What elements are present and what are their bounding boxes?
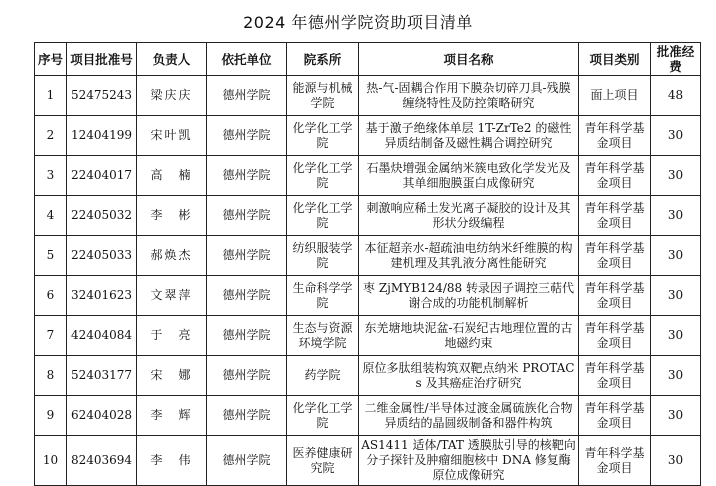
table-row [35, 316, 701, 356]
department: 医养健康研究院 [287, 436, 359, 486]
department: 药学院 [287, 356, 359, 396]
project-category: 面上项目 [579, 76, 651, 116]
row-number: 2 [35, 116, 67, 156]
table-row [35, 236, 701, 276]
project-leader: 文翠萍 [137, 276, 207, 316]
table-header-row [35, 43, 701, 76]
project-category: 青年科学基金项目 [579, 156, 651, 196]
project-leader: 于 亮 [137, 316, 207, 356]
project-leader: 李 伟 [137, 436, 207, 486]
project-name: 刺激响应稀土发光离子凝胶的设计及其形状分级编程 [359, 196, 579, 236]
approved-fund: 30 [651, 116, 701, 156]
host-unit: 德州学院 [207, 356, 287, 396]
row-number: 10 [35, 436, 67, 486]
approval-code: 22405032 [67, 196, 137, 236]
row-number: 4 [35, 196, 67, 236]
table-row [35, 356, 701, 396]
host-unit: 德州学院 [207, 236, 287, 276]
table-row [35, 276, 701, 316]
project-name: 基于激子绝缘体单层 1T-ZrTe2 的磁性异质结制备及磁性耦合调控研究 [359, 116, 579, 156]
table-row [35, 116, 701, 156]
header-dept: 院系所 [287, 43, 359, 76]
header-category: 项目类别 [579, 43, 651, 76]
department: 化学化工学院 [287, 156, 359, 196]
approval-code: 62404028 [67, 396, 137, 436]
table-row [35, 436, 701, 486]
department: 化学化工学院 [287, 116, 359, 156]
host-unit: 德州学院 [207, 436, 287, 486]
department: 纺织服装学院 [287, 236, 359, 276]
department: 能源与机械学院 [287, 76, 359, 116]
department: 化学化工学院 [287, 396, 359, 436]
grant-table [34, 42, 701, 486]
project-leader: 宋 娜 [137, 356, 207, 396]
project-category: 青年科学基金项目 [579, 196, 651, 236]
approved-fund: 30 [651, 276, 701, 316]
project-category: 青年科学基金项目 [579, 396, 651, 436]
row-number: 6 [35, 276, 67, 316]
approved-fund: 30 [651, 436, 701, 486]
row-number: 8 [35, 356, 67, 396]
host-unit: 德州学院 [207, 396, 287, 436]
host-unit: 德州学院 [207, 156, 287, 196]
project-leader: 李 辉 [137, 396, 207, 436]
host-unit: 德州学院 [207, 196, 287, 236]
project-category: 青年科学基金项目 [579, 236, 651, 276]
project-category: 青年科学基金项目 [579, 276, 651, 316]
approval-code: 52403177 [67, 356, 137, 396]
department: 生态与资源环境学院 [287, 316, 359, 356]
approved-fund: 30 [651, 156, 701, 196]
project-category: 青年科学基金项目 [579, 436, 651, 486]
approval-code: 32401623 [67, 276, 137, 316]
approval-code: 52475243 [67, 76, 137, 116]
project-category: 青年科学基金项目 [579, 356, 651, 396]
department: 化学化工学院 [287, 196, 359, 236]
table-row [35, 396, 701, 436]
project-name: 本征超亲水-超疏油电纺纳米纤维膜的构建机理及其乳液分离性能研究 [359, 236, 579, 276]
host-unit: 德州学院 [207, 76, 287, 116]
host-unit: 德州学院 [207, 116, 287, 156]
row-number: 5 [35, 236, 67, 276]
table-row [35, 156, 701, 196]
project-leader: 李 彬 [137, 196, 207, 236]
row-number: 7 [35, 316, 67, 356]
row-number: 1 [35, 76, 67, 116]
header-project-name: 项目名称 [359, 43, 579, 76]
project-name: 热-气-固耦合作用下膜杂切碎刀具-残膜缠绕特性及防控策略研究 [359, 76, 579, 116]
header-fund: 批准经费 [651, 43, 701, 76]
department: 生命科学学院 [287, 276, 359, 316]
approved-fund: 30 [651, 196, 701, 236]
approval-code: 12404199 [67, 116, 137, 156]
header-unit: 依托单位 [207, 43, 287, 76]
project-leader: 高 楠 [137, 156, 207, 196]
approval-code: 42404084 [67, 316, 137, 356]
approved-fund: 30 [651, 236, 701, 276]
project-name: 石墨炔增强金属纳米簇电致化学发光及其单细胞膜蛋白成像研究 [359, 156, 579, 196]
project-category: 青年科学基金项目 [579, 116, 651, 156]
document-title: 2024 年德州学院资助项目清单 [243, 13, 473, 32]
project-name: 原位多肽组装构筑双靶点纳米 PROTACs 及其癌症治疗研究 [359, 356, 579, 396]
approved-fund: 30 [651, 316, 701, 356]
row-number: 9 [35, 396, 67, 436]
host-unit: 德州学院 [207, 276, 287, 316]
table-row [35, 196, 701, 236]
project-leader: 宋叶凯 [137, 116, 207, 156]
approval-code: 22405033 [67, 236, 137, 276]
project-leader: 梁庆庆 [137, 76, 207, 116]
header-leader: 负责人 [137, 43, 207, 76]
project-category: 青年科学基金项目 [579, 316, 651, 356]
project-name: 东羌塘地块泥盆-石炭纪古地理位置的古地磁约束 [359, 316, 579, 356]
row-number: 3 [35, 156, 67, 196]
project-name: 枣 ZjMYB124/88 转录因子调控三萜代谢合成的功能机制解析 [359, 276, 579, 316]
project-name: AS1411 适体/TAT 透膜肽引导的核靶向分子探针及肿瘤细胞核中 DNA 修复酶原位成像研究 [359, 436, 579, 486]
host-unit: 德州学院 [207, 316, 287, 356]
approval-code: 82403694 [67, 436, 137, 486]
header-no: 序号 [35, 43, 67, 76]
project-leader: 郝焕杰 [137, 236, 207, 276]
approved-fund: 48 [651, 76, 701, 116]
table-body [35, 76, 701, 486]
approved-fund: 30 [651, 396, 701, 436]
header-code: 项目批准号 [67, 43, 137, 76]
approval-code: 22404017 [67, 156, 137, 196]
table-row [35, 76, 701, 116]
project-name: 二维金属性/半导体过渡金属硫族化合物异质结的晶圆级制备和器件构筑 [359, 396, 579, 436]
approved-fund: 30 [651, 356, 701, 396]
